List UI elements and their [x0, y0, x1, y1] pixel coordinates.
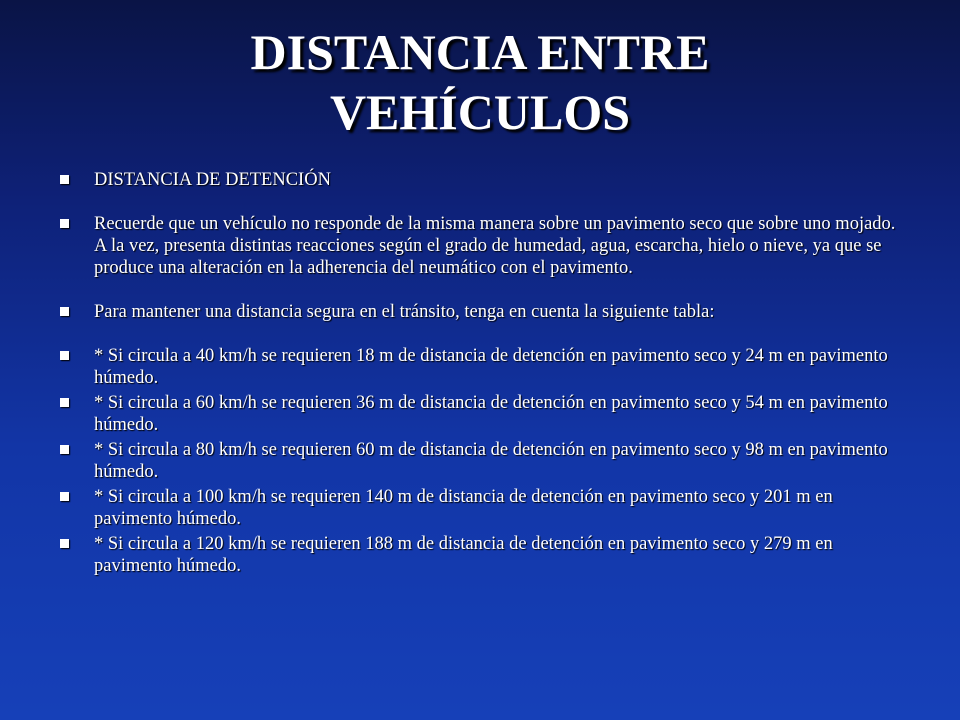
bullet-text: * Si circula a 120 km/h se requieren 188 m de distancia de detención en pavimento seco y 279 m en pavimento húmedo. — [94, 534, 833, 576]
bullet-list — [58, 169, 908, 577]
bullet-text: DISTANCIA DE DETENCIÓN — [94, 170, 331, 190]
slide-title — [120, 22, 840, 142]
bullet-item-100-kmh — [58, 486, 908, 530]
bullet-item-80-kmh — [58, 439, 908, 483]
square-bullet-icon — [60, 219, 69, 228]
bullet-item-stopping-distance — [58, 169, 908, 191]
bullet-text: * Si circula a 40 km/h se requieren 18 m de distancia de detención en pavimento seco y 24 m en pavimento húmedo. — [94, 346, 888, 388]
square-bullet-icon — [60, 175, 69, 184]
bullet-text: * Si circula a 100 km/h se requieren 140 m de distancia de detención en pavimento seco y 201 m en pavimento húmedo. — [94, 487, 833, 529]
bullet-text: Para mantener una distancia segura en el tránsito, tenga en cuenta la siguiente tabla: — [94, 302, 715, 322]
square-bullet-icon — [60, 307, 69, 316]
bullet-text: * Si circula a 80 km/h se requieren 60 m de distancia de detención en pavimento seco y 98 m en pavimento húmedo. — [94, 440, 888, 482]
bullet-item-120-kmh — [58, 533, 908, 577]
square-bullet-icon — [60, 398, 69, 407]
slide-title-line-1: DISTANCIA ENTRE — [250, 24, 710, 80]
square-bullet-icon — [60, 539, 69, 548]
slide-title-line-2: VEHÍCULOS — [329, 84, 631, 140]
square-bullet-icon — [60, 351, 69, 360]
square-bullet-icon — [60, 445, 69, 454]
bullet-item-road-conditions — [58, 213, 908, 279]
bullet-text: Recuerde que un vehículo no responde de la misma manera sobre un pavimento seco que sobre uno mojado. A la vez, presenta distintas reacciones según el grado de humedad, agua, escarcha, hielo o nieve, ya que se produce una alteración en la adherencia del neumático con el pavimento. — [94, 214, 896, 278]
bullet-item-60-kmh — [58, 392, 908, 436]
bullet-item-40-kmh — [58, 345, 908, 389]
bullet-item-safe-distance-intro — [58, 301, 908, 323]
bullet-text: * Si circula a 60 km/h se requieren 36 m de distancia de detención en pavimento seco y 54 m en pavimento húmedo. — [94, 393, 888, 435]
square-bullet-icon — [60, 492, 69, 501]
